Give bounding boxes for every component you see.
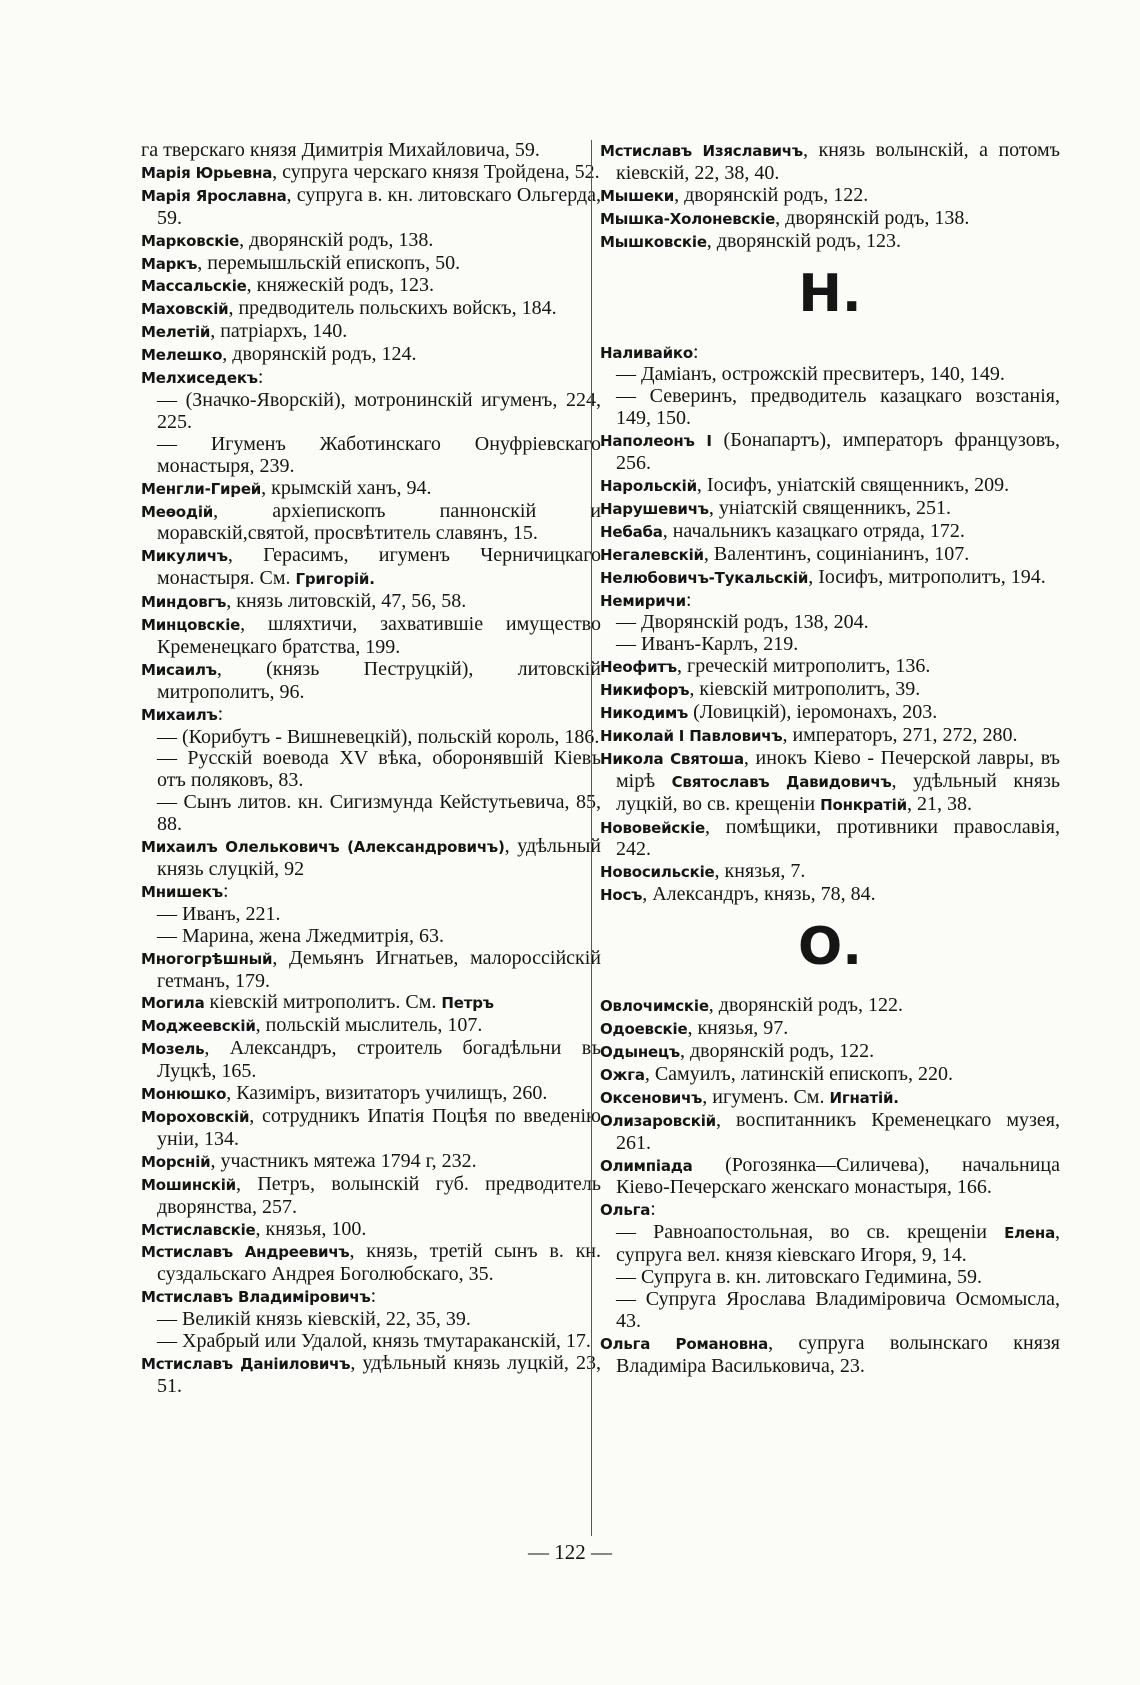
- entry-headword: Ольга Романовна: [600, 1334, 769, 1353]
- entry-headword: Нововейскіе: [600, 818, 706, 837]
- cross-reference: Святославъ Давидовичъ: [671, 772, 892, 791]
- entry-text: — (Корибутъ - Вишневецкій), польскій король, 186.: [157, 725, 600, 748]
- index-entry: [600, 430, 1060, 475]
- index-entry: [141, 162, 601, 185]
- index-entry: [600, 567, 1060, 590]
- entry-text: , супруга черскаго князя Тройдена, 52.: [272, 160, 600, 183]
- entry-headword: Мошинскій: [141, 1175, 236, 1194]
- entry-text: , начальникъ казацкаго отряда, 172.: [662, 519, 965, 542]
- index-entry: [141, 253, 601, 276]
- entry-headword: Мышка-Холоневскіе: [600, 209, 776, 228]
- entry-text: — Храбрый или Удалой, князь тмутараканскій, 17.: [157, 1330, 591, 1353]
- entry-headword: Минцовскіе: [141, 616, 241, 635]
- entry-text: , Іосифъ, уніатскій священникъ, 209.: [696, 473, 1010, 496]
- index-entry: [600, 1087, 1060, 1110]
- cross-reference: Петръ: [441, 994, 494, 1013]
- entry-text: , князья, 100.: [255, 1217, 367, 1240]
- entry-headword: Новосильскіе: [600, 863, 715, 882]
- index-entry: [600, 1155, 1060, 1200]
- sub-entry: [600, 634, 1060, 656]
- index-entry: [600, 1041, 1060, 1064]
- entry-headword: Нелюбовичъ-Тукальскій: [600, 568, 809, 587]
- entry-text: , Александръ, князь, 78, 84.: [642, 883, 876, 906]
- entry-text: — Северинъ, предводитель казацкаго возстанія, 149, 150.: [616, 385, 1060, 430]
- entry-headword: Ожга: [600, 1065, 645, 1084]
- entry-text: , инокъ Кіево - Печерской лавры, въ мірѣ: [616, 746, 1060, 792]
- entry-text: :: [222, 879, 229, 902]
- sub-entry: [141, 390, 601, 434]
- index-entry: [141, 298, 601, 321]
- entry-headword: Миндовгъ: [141, 593, 227, 612]
- index-entry: [600, 1199, 1060, 1222]
- entry-text: , игуменъ. См.: [702, 1085, 830, 1108]
- index-entry: [600, 208, 1060, 231]
- entry-headword: Мстиславъ Даніиловичъ: [141, 1354, 351, 1373]
- index-entry: [141, 948, 601, 993]
- index-entry: [141, 501, 601, 546]
- entry-headword: Марковскіе: [141, 231, 240, 250]
- sub-entry: [141, 434, 601, 478]
- entry-text: — Великій князь кіевскій, 22, 35, 39.: [157, 1308, 471, 1331]
- entry-text: , князья, 97.: [687, 1017, 789, 1040]
- entry-headword: Никодимъ: [600, 704, 689, 723]
- entry-headword: Мороховскій: [141, 1107, 250, 1126]
- sub-entry: [600, 1267, 1060, 1289]
- entry-headword: Морсній: [141, 1152, 211, 1171]
- entry-headword: Олимпіада: [600, 1156, 693, 1175]
- sub-entry: [141, 1309, 601, 1331]
- entry-text: — Равноапостольная, во св. крещеніи: [616, 1221, 1005, 1244]
- index-entry: [141, 614, 601, 659]
- entry-text: , помѣщики, противники православія, 242.: [616, 815, 1060, 861]
- entry-text: , княжескій родъ, 123.: [246, 274, 434, 297]
- index-entry: [600, 342, 1060, 365]
- index-entry: [141, 836, 601, 881]
- index-entry: [600, 656, 1060, 679]
- entry-text: , участникъ мятежа 1794 г, 232.: [210, 1149, 477, 1172]
- entry-headword: Нарушевичъ: [600, 499, 709, 518]
- entry-text: , удѣльный князь луцкій, во св. крещеніи: [616, 769, 1060, 815]
- entry-text: , уніатскій священникъ, 251.: [708, 496, 952, 519]
- entry-headword: Никифоръ: [600, 681, 690, 700]
- entry-text: — Супруга в. кн. литовскаго Гедимина, 59.: [616, 1266, 983, 1289]
- index-entry: [141, 1241, 601, 1286]
- entry-headword: Мелешко: [141, 346, 223, 365]
- left-column: [141, 140, 601, 1398]
- entry-text: (Рогозянка—Силичева), начальница Кіево-Печерскаго женскаго монастыря, 166.: [616, 1153, 1060, 1199]
- entry-text: :: [692, 340, 699, 363]
- entry-text: кіевскій митрополитъ. См.: [204, 991, 442, 1014]
- entry-headword: Марія Юрьевна: [141, 163, 273, 182]
- entry-text: — Даміанъ, острожскій пресвитеръ, 140, 149.: [616, 363, 1005, 386]
- entry-headword: Мышковскіе: [600, 232, 707, 251]
- index-entry: [141, 275, 601, 298]
- index-entry: [141, 659, 601, 704]
- entry-text: — Сынъ литов. кн. Сигизмунда Кейстутьевича, 85, 88.: [157, 791, 601, 836]
- index-entry: [600, 861, 1060, 884]
- entry-headword: Ольга: [600, 1201, 651, 1220]
- index-entry: [600, 590, 1060, 613]
- entry-text: — Русскій воевода XV вѣка, оборонявшій Кіевъ отъ поляковъ, 83.: [157, 747, 601, 792]
- entry-text: :: [257, 366, 264, 389]
- entry-headword: Менгли-Гирей: [141, 479, 262, 498]
- entry-text: , предводитель польскихъ войскъ, 184.: [228, 297, 557, 320]
- sub-entry: [141, 748, 601, 792]
- entry-headword: Наливайко: [600, 343, 693, 362]
- entry-text: (Ловицкій), іеромонахъ, 203.: [688, 701, 938, 724]
- index-entry: [600, 995, 1060, 1018]
- entry-text: , дворянскій родъ, 122.: [674, 183, 869, 206]
- entry-headword: Овлочимскіе: [600, 997, 709, 1016]
- entry-headword: Николай I Павловичъ: [600, 726, 783, 745]
- index-entry: [600, 884, 1060, 907]
- section-letter: О.: [798, 917, 862, 978]
- entry-headword: Михаилъ Олельковичъ (Александровичъ): [141, 838, 505, 857]
- index-entry: [600, 725, 1060, 748]
- entry-text: , супруга вел. князя кіевскаго Игоря, 9, 14.: [616, 1221, 1060, 1267]
- entry-text: , Александръ, строитель богадѣльни въ Луцкѣ, 165.: [157, 1037, 601, 1083]
- index-entry: [141, 367, 601, 390]
- entry-text: , дворянскій родъ, 122.: [679, 1040, 875, 1062]
- entry-text: , шляхтичи, захватившіе имущество Кременецкаго братства, 199.: [157, 613, 601, 658]
- index-entry: [141, 1015, 601, 1038]
- entry-text: , дворянскій родъ, 123.: [706, 229, 901, 252]
- sub-entry: [141, 926, 601, 948]
- entry-text: — Марина, жена Лжедмитрія, 63.: [157, 924, 444, 947]
- index-entry: [141, 1286, 601, 1309]
- entry-text: , патріархъ, 140.: [210, 320, 348, 343]
- cross-reference: Понкратій: [820, 795, 907, 814]
- index-entry: [600, 498, 1060, 521]
- sub-entry: [600, 1222, 1060, 1267]
- entry-headword: Мелетій: [141, 323, 211, 342]
- entry-text: , (князь Пеструцкій), литовскій митрополитъ, 96.: [157, 657, 601, 703]
- entry-headword: Монюшко: [141, 1085, 227, 1104]
- index-entry: [141, 1038, 601, 1083]
- entry-headword: Маховскій: [141, 300, 229, 319]
- index-entry: [600, 521, 1060, 544]
- entry-text: — (Значко-Яворскій), мотронинскій игуменъ, 224, 225.: [157, 388, 601, 433]
- entry-text: — Игуменъ Жаботинскаго Онуфріевскаго монастыря, 239.: [157, 432, 601, 477]
- entry-headword: Михаилъ: [141, 705, 218, 724]
- entry-headword: Микуличъ: [141, 547, 228, 566]
- sub-entry: [141, 727, 601, 749]
- index-entry: [141, 1353, 601, 1398]
- index-entry: [600, 1018, 1060, 1041]
- entry-text: , кіевскій митрополитъ, 39.: [689, 678, 921, 701]
- entry-headword: Мстиславъ Владиміровичъ: [141, 1288, 371, 1307]
- entry-text: , крымскій ханъ, 94.: [261, 476, 432, 499]
- index-entry: [141, 1219, 601, 1242]
- page-number: — 122 —: [528, 1540, 612, 1564]
- entry-headword: Негалевскій: [600, 545, 704, 564]
- entry-text: , Іосифъ, митрополитъ, 194.: [808, 565, 1046, 588]
- entry-text: — Супруга Ярослава Владиміровича Осмомысла, 43.: [616, 1287, 1060, 1332]
- entry-text: :: [217, 702, 224, 725]
- index-entry: [141, 1174, 601, 1219]
- index-entry: [141, 1151, 601, 1174]
- entry-headword: Моджеевскій: [141, 1017, 256, 1036]
- index-entry: [141, 704, 601, 727]
- cross-reference: Игнатій.: [829, 1088, 899, 1107]
- entry-text: , Герасимъ, игуменъ Черничицкаго монастыря. См.: [157, 544, 601, 590]
- entry-headword: Одоевскіе: [600, 1020, 688, 1039]
- column-divider: [591, 140, 592, 1536]
- index-entry: [600, 748, 1060, 817]
- entry-headword: Немиричи: [600, 591, 686, 610]
- entry-headword: Неофитъ: [600, 658, 677, 677]
- index-entry: [141, 321, 601, 344]
- sub-entry: [141, 792, 601, 836]
- index-entry: [600, 185, 1060, 208]
- right-column: [600, 140, 1060, 1378]
- cross-reference: Елена: [1004, 1224, 1055, 1243]
- index-entry: [141, 591, 601, 614]
- entry-text: :: [685, 588, 692, 611]
- entry-text: , Петръ, волынскій губ. предводитель дворянства, 257.: [157, 1172, 601, 1218]
- entry-text: , греческій митрополитъ, 136.: [677, 655, 931, 678]
- entry-text: , перемышльскій епископъ, 50.: [197, 251, 461, 274]
- index-entry: [141, 992, 601, 1015]
- index-entry: [141, 230, 601, 253]
- entry-headword: Мисаилъ: [141, 660, 217, 679]
- index-entry: [600, 679, 1060, 702]
- entry-text: га тверскаго князя Димитрія Михайловича, 59.: [141, 139, 540, 161]
- entry-text: , 21, 38.: [906, 792, 972, 815]
- entry-headword: Мышеки: [600, 186, 675, 205]
- index-entry: [141, 1106, 601, 1151]
- entry-headword: Наполеонъ I: [600, 432, 712, 451]
- index-entry: [600, 1110, 1060, 1155]
- entry-text: , супруга в. кн. литовскаго Ольгерда, 59.: [157, 183, 601, 229]
- entry-text: , сотрудникъ Ипатія Поцѣя по введенію уніи, 134.: [157, 1104, 601, 1150]
- entry-headword: Мстиславскіе: [141, 1220, 256, 1239]
- index-entry: [141, 1083, 601, 1106]
- entry-headword: Мстиславъ Изяславичъ: [600, 142, 803, 160]
- entry-text: , польскій мыслитель, 107.: [255, 1014, 483, 1037]
- entry-text: — Иванъ-Карлъ, 219.: [616, 633, 799, 656]
- entry-text: , супруга волынскаго князя Владиміра Васильковича, 23.: [616, 1331, 1060, 1377]
- entry-text: , дворянскій родъ, 122.: [708, 994, 903, 1017]
- index-entry: [600, 544, 1060, 567]
- index-entry: [600, 231, 1060, 254]
- entry-headword: Мстиславъ Андреевичъ: [141, 1243, 350, 1262]
- entry-text: :: [370, 1285, 377, 1308]
- index-entry: [141, 478, 601, 501]
- index-entry: [141, 140, 601, 162]
- cross-reference: Григорій.: [295, 570, 375, 589]
- entry-headword: Могила: [141, 994, 205, 1013]
- entry-headword: Мелхиседекъ: [141, 369, 258, 388]
- entry-text: , князь литовскій, 47, 56, 58.: [226, 590, 467, 613]
- entry-headword: Небаба: [600, 522, 663, 541]
- section-letter: Н.: [798, 263, 862, 324]
- entry-text: , архіепископъ паннонскій и моравскій,святой, просвѣтитель славянъ, 15.: [157, 499, 601, 545]
- sub-entry: [600, 1289, 1060, 1333]
- entry-text: — Дворянскій родъ, 138, 204.: [616, 611, 869, 634]
- index-entry: [600, 1064, 1060, 1087]
- index-entry: [141, 545, 601, 591]
- sub-entry: [141, 1331, 601, 1353]
- entry-text: , воспитанникъ Кременецкаго музея, 261.: [616, 1108, 1060, 1154]
- entry-headword: Мозель: [141, 1040, 205, 1059]
- entry-text: , Валентинъ, социніанинъ, 107.: [703, 542, 970, 565]
- entry-text: , удѣльный князь луцкій, 23, 51.: [157, 1351, 602, 1397]
- entry-headword: Одынецъ: [600, 1043, 680, 1061]
- entry-headword: Многогрѣшный: [141, 949, 273, 968]
- entry-text: , удѣльный князь слуцкій, 92: [157, 835, 601, 880]
- entry-headword: Нарольскій: [600, 476, 697, 495]
- entry-headword: Массальскіе: [141, 277, 247, 296]
- entry-text: (Бонапартъ), императоръ французовъ, 256.: [616, 429, 1060, 475]
- entry-headword: Олизаровскій: [600, 1111, 716, 1130]
- entry-headword: Маркъ: [141, 254, 198, 273]
- entry-text: , Казиміръ, визитаторъ училищъ, 260.: [226, 1082, 548, 1105]
- entry-text: , императоръ, 271, 272, 280.: [782, 723, 1018, 746]
- entry-text: , князья, 7.: [714, 860, 806, 883]
- index-entry: [600, 1333, 1060, 1378]
- index-entry: [141, 344, 601, 367]
- entry-text: , Самуилъ, латинскій епископъ, 220.: [644, 1062, 953, 1085]
- entry-headword: Мнишекъ: [141, 882, 223, 901]
- sub-entry: [141, 904, 601, 926]
- sub-entry: [600, 364, 1060, 386]
- entry-text: , дворянскій родъ, 138.: [775, 206, 970, 229]
- sub-entry: [600, 386, 1060, 430]
- entry-text: :: [650, 1198, 656, 1221]
- entry-headword: Носъ: [600, 886, 643, 905]
- entry-text: , князь волынскій, а потомъ кіевскій, 22, 38, 40.: [616, 139, 1061, 184]
- entry-text: , дворянскій родъ, 124.: [222, 343, 417, 366]
- index-entry: [141, 185, 601, 230]
- entry-text: , князь, третій сынъ в. кн. суздальскаго Андрея Боголюбскаго, 35.: [157, 1240, 601, 1286]
- sub-entry: [600, 612, 1060, 634]
- entry-headword: Оксеновичъ: [600, 1088, 703, 1107]
- index-entry: [600, 475, 1060, 498]
- entry-text: — Иванъ, 221.: [157, 902, 281, 925]
- entry-headword: Марія Ярославна: [141, 186, 287, 205]
- index-entry: [600, 140, 1060, 185]
- index-entry: [141, 881, 601, 904]
- entry-text: , Демьянъ Игнатьев, малороссійскій гетманъ, 179.: [157, 946, 601, 992]
- index-entry: [600, 817, 1060, 862]
- entry-headword: Никола Святоша: [600, 749, 744, 768]
- entry-headword: Меѳодій: [141, 502, 214, 521]
- index-entry: [600, 702, 1060, 725]
- entry-text: , дворянскій родъ, 138.: [239, 228, 434, 251]
